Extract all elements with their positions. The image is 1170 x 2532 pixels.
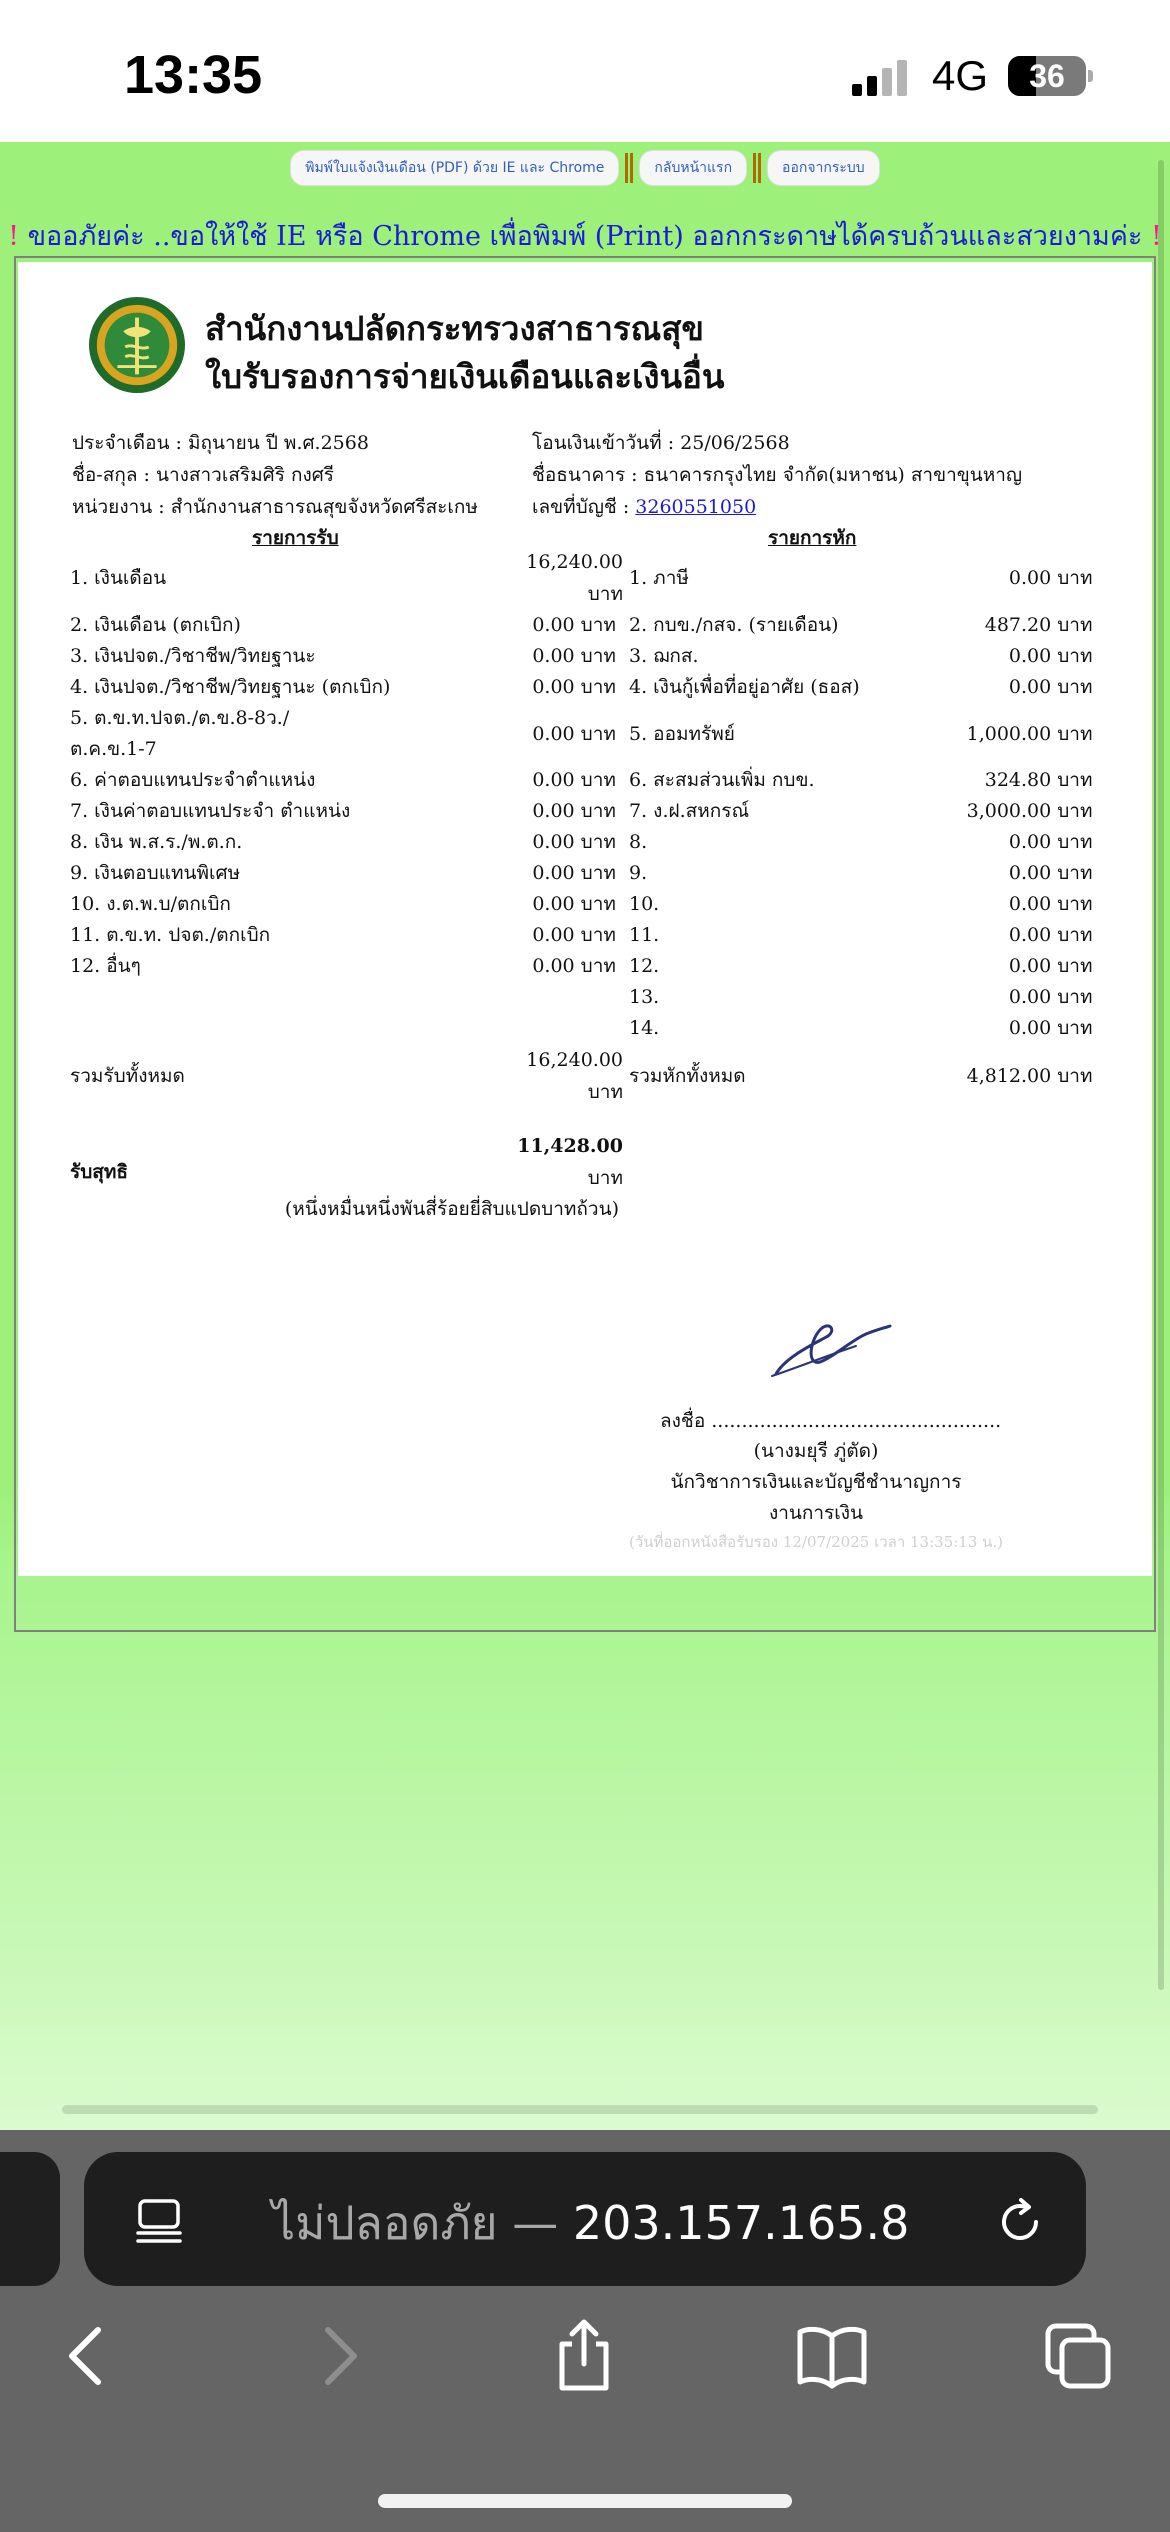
deduction-amount: 0.00 [1008, 645, 1052, 667]
deduction-label: 3. ฌกส. [629, 645, 699, 667]
page-menu-icon[interactable] [134, 2195, 184, 2245]
horizontal-scrollbar[interactable] [62, 2105, 1098, 2114]
currency-unit: บาท [580, 924, 616, 946]
net-amount: 11,428.00 บาท [517, 1135, 623, 1189]
currency-unit: บาท [1057, 645, 1093, 667]
deduction-label: 5. ออมทรัพย์ [629, 722, 735, 745]
deduction-amount: 0.00 [1008, 986, 1052, 1008]
currency-unit: บาท [1057, 831, 1093, 853]
totals-row [70, 1044, 1100, 1108]
deduction-label: 10. [629, 893, 660, 915]
notice-mark-right: ! [1151, 221, 1162, 252]
status-time: 13:35 [124, 45, 263, 105]
items-table [70, 546, 1100, 1225]
transfer-date: โอนเงินเข้าวันที่ : 25/06/2568 [532, 432, 790, 454]
income-label: 6. ค่าตอบแทนประจำตำแหน่ง [70, 769, 316, 791]
income-amount: 0.00 [532, 676, 575, 698]
print-pdf-link[interactable]: พิมพ์ใบแจ้งเงินเดือน (PDF) ด้วย IE และ Chrome [290, 150, 619, 186]
table-row [70, 827, 1100, 858]
currency-unit: บาท [580, 800, 616, 822]
signal-icon [852, 60, 912, 96]
income-amount: 16,240.00 บาท [526, 551, 623, 605]
currency-unit: บาท [1057, 800, 1093, 822]
currency-unit: บาท [580, 831, 616, 853]
income-amount: 0.00 [532, 800, 575, 822]
signature-image [766, 1316, 896, 1384]
currency-unit: บาท [1057, 1017, 1093, 1039]
notice-mark-left: ! [8, 221, 19, 252]
table-row [70, 1013, 1100, 1044]
currency-unit: บาท [1057, 986, 1093, 1008]
currency-unit: บาท [1057, 1064, 1093, 1087]
home-link[interactable]: กลับหน้าแรก [639, 150, 747, 186]
income-amount: 0.00 [532, 955, 575, 977]
income-amount: 0.00 [532, 862, 575, 884]
table-row [70, 982, 1100, 1013]
network-type: 4G [932, 52, 989, 99]
notice-text: ขออภัยค่ะ ..ขอให้ใช้ IE หรือ Chrome เพื่อพิมพ์ (Print) ออกกระดาษได้ครบถ้วนและสวยงามค่ะ [19, 221, 1151, 252]
table-row [70, 951, 1100, 982]
total-deduction-amount: 4,812.00 [966, 1064, 1052, 1087]
deduction-label: 1. ภาษี [629, 566, 689, 589]
logout-link[interactable]: ออกจากระบบ [767, 150, 880, 186]
separator [625, 153, 633, 183]
deduction-label: 7. ง.ฝ.สหกรณ์ [629, 800, 750, 822]
status-bar [0, 0, 1170, 142]
total-income-label: รวมรับทั้งหมด [70, 1064, 185, 1087]
income-label: 9. เงินตอบแทนพิเศษ [70, 862, 241, 884]
deduction-amount: 0.00 [1008, 566, 1052, 589]
income-label: 12. อื่นๆ [70, 955, 141, 977]
currency-unit: บาท [1057, 924, 1093, 946]
top-link-bar [0, 150, 1170, 190]
income-label: 8. เงิน พ.ส.ร./พ.ต.ก. [70, 831, 243, 853]
income-label: 2. เงินเดือน (ตกเบิก) [70, 614, 241, 636]
account-number-link[interactable]: 3260551050 [635, 496, 757, 518]
income-label: 3. เงินปจต./วิชาชีพ/วิทยฐานะ [70, 645, 316, 667]
signer-position: นักวิชาการเงินและบัญชีชำนาญการ [670, 1471, 962, 1493]
income-label: 11. ต.ข.ท. ปจต./ตกเบิก [70, 924, 271, 946]
income-amount: 0.00 [532, 831, 575, 853]
deduction-label: 9. [629, 862, 648, 884]
tabs-icon[interactable] [1040, 2318, 1116, 2394]
table-row [70, 546, 1100, 610]
income-amount: 0.00 [532, 893, 575, 915]
url-display[interactable] [272, 2187, 909, 2260]
income-label: 1. เงินเดือน [70, 566, 167, 589]
deduction-label: 2. กบข./กสจ. (รายเดือน) [629, 614, 839, 636]
currency-unit: บาท [1057, 862, 1093, 884]
currency-unit: บาท [580, 676, 616, 698]
account-label: เลขที่บัญชี : [532, 496, 636, 518]
currency-unit: บาท [1057, 893, 1093, 915]
currency-unit: บาท [1057, 722, 1093, 745]
currency-unit: บาท [580, 645, 616, 667]
total-deduction-label: รวมหักทั้งหมด [629, 1064, 746, 1087]
currency-unit: บาท [1057, 955, 1093, 977]
currency-unit: บาท [580, 893, 616, 915]
income-label: 4. เงินปจต./วิชาชีพ/วิทยฐานะ (ตกเบิก) [70, 676, 391, 698]
deduction-amount: 0.00 [1008, 924, 1052, 946]
pay-month: ประจำเดือน : มิถุนายน ปี พ.ศ.2568 [72, 432, 369, 454]
deduction-amount: 0.00 [1008, 676, 1052, 698]
url-host: 203.157.165.8 [572, 2196, 910, 2250]
document-title: ใบรับรองการจ่ายเงินเดือนและเงินอื่น [205, 357, 725, 396]
income-amount: 0.00 [532, 614, 575, 636]
net-row [70, 1130, 1100, 1194]
total-income-amount: 16,240.00 บาท [526, 1049, 623, 1103]
issue-timestamp: (วันที่ออกหนังสือรับรอง 12/07/2025 เวลา 13:35:13 น.) [628, 1533, 1004, 1551]
deduction-label: 4. เงินกู้เพื่อที่อยู่อาศัย (ธอส) [629, 676, 860, 698]
currency-unit: บาท [580, 769, 616, 791]
ministry-logo-icon [88, 296, 186, 394]
share-icon[interactable] [546, 2318, 622, 2394]
battery-tip [1088, 70, 1093, 82]
income-label: 10. ง.ต.พ.บ/ตกเบิก [70, 893, 231, 915]
account-row [532, 492, 756, 522]
currency-unit: บาท [1057, 614, 1093, 636]
home-indicator[interactable] [378, 2494, 792, 2508]
forward-icon[interactable] [300, 2318, 376, 2394]
bank-name: ชื่อธนาคาร : ธนาคารกรุงไทย จำกัด(มหาชน) สาขาขุนหาญ [532, 464, 1023, 486]
currency-unit: บาท [580, 955, 616, 977]
deduction-amount: 0.00 [1008, 862, 1052, 884]
deduction-heading: รายการหัก [768, 527, 857, 549]
income-amount: 0.00 [532, 645, 575, 667]
battery-icon [1008, 56, 1086, 96]
table-row [70, 889, 1100, 920]
deduction-amount: 324.80 [984, 769, 1052, 791]
deduction-amount: 1,000.00 [966, 722, 1052, 745]
deduction-amount: 0.00 [1008, 893, 1052, 915]
table-row [70, 858, 1100, 889]
income-amount: 0.00 [532, 924, 575, 946]
print-notice [0, 214, 1170, 257]
net-label: รับสุทธิ [70, 1160, 128, 1183]
table-row [70, 765, 1100, 796]
table-row [70, 920, 1100, 951]
deduction-amount: 487.20 [984, 614, 1052, 636]
currency-unit: บาท [1057, 769, 1093, 791]
table-row [70, 796, 1100, 827]
deduction-amount: 0.00 [1008, 1017, 1052, 1039]
net-amount-words: (หนึ่งหมื่นหนึ่งพันสี่ร้อยยี่สิบแปดบาทถ้วน) [284, 1198, 619, 1220]
bookmarks-icon[interactable] [794, 2318, 870, 2394]
signer-department: งานการเงิน [768, 1502, 864, 1524]
income-label: 5. ต.ข.ท.ปจต./ต.ข.8-8ว./ต.ค.ข.1-7 [70, 707, 290, 760]
deduction-amount: 3,000.00 [966, 800, 1052, 822]
back-icon[interactable] [50, 2318, 126, 2394]
battery-level: 36 [1029, 58, 1065, 94]
currency-unit: บาท [580, 614, 616, 636]
net-words-row [70, 1194, 1100, 1225]
currency-unit: บาท [1057, 676, 1093, 698]
insecure-label: ไม่ปลอดภัย — [272, 2196, 573, 2250]
table-row [70, 703, 1100, 765]
deduction-label: 12. [629, 955, 660, 977]
income-amount: 0.00 [532, 722, 575, 745]
deduction-label: 6. สะสมส่วนเพิ่ม กบข. [629, 769, 815, 791]
deduction-amount: 0.00 [1008, 831, 1052, 853]
employee-name: ชื่อ-สกุล : นางสาวเสริมศิริ กงศรี [72, 464, 334, 486]
deduction-label: 11. [629, 924, 660, 946]
deduction-label: 14. [629, 1017, 660, 1039]
currency-unit: บาท [580, 722, 616, 745]
separator [753, 153, 761, 183]
currency-unit: บาท [1057, 566, 1093, 589]
income-label: 7. เงินค่าตอบแทนประจำ ตำแหน่ง [70, 800, 351, 822]
income-heading: รายการรับ [252, 527, 339, 549]
org-name: สำนักงานปลัดกระทรวงสาธารณสุข [205, 309, 704, 348]
previous-tab-peek[interactable] [0, 2152, 60, 2286]
work-unit: หน่วยงาน : สำนักงานสาธารณสุขจังหวัดศรีสะเกษ [72, 496, 478, 518]
signer-name: (นางมยุรี ภู่ตัด) [753, 1440, 879, 1462]
income-amount: 0.00 [532, 769, 575, 791]
deduction-label: 8. [629, 831, 648, 853]
table-row [70, 672, 1100, 703]
table-row [70, 610, 1100, 641]
deduction-amount: 0.00 [1008, 955, 1052, 977]
vertical-scrollbar[interactable] [1158, 160, 1164, 1990]
table-row [70, 641, 1100, 672]
currency-unit: บาท [580, 862, 616, 884]
signature-line: ลงชื่อ ................................................ [660, 1410, 1002, 1432]
reload-icon[interactable] [994, 2196, 1046, 2248]
deduction-label: 13. [629, 986, 660, 1008]
